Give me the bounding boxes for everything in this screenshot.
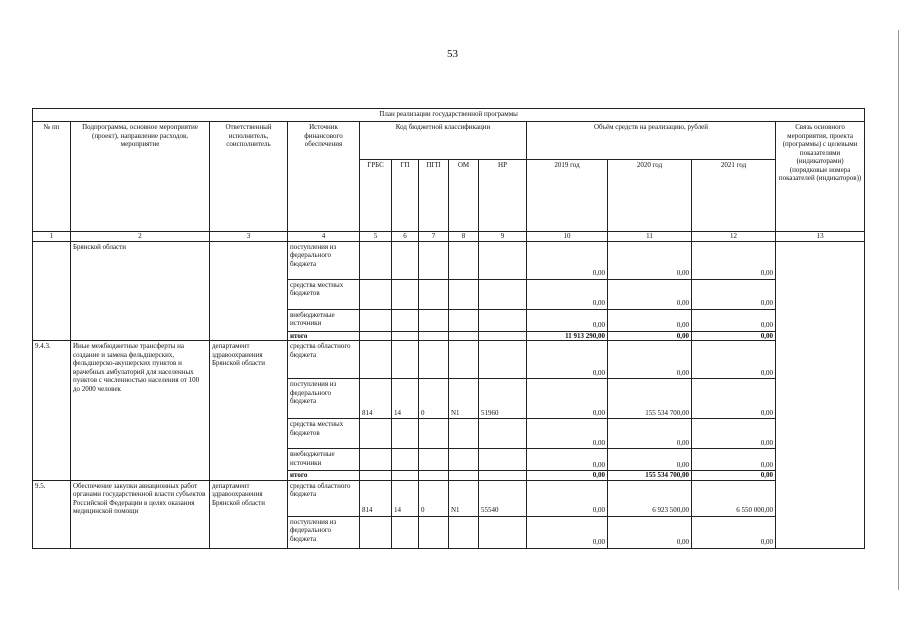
- code-om: [449, 516, 479, 548]
- header-grbs: ГРБС: [360, 160, 392, 232]
- amount-2019: 0,00: [527, 471, 608, 481]
- header-row-1: [33, 122, 865, 160]
- amount-2020: 0,00: [608, 331, 692, 341]
- code-nr: [479, 341, 527, 379]
- code-om: [449, 419, 479, 449]
- amount-2019: 11 913 290,00: [527, 331, 608, 341]
- activity-name: Брянской области: [71, 241, 210, 341]
- amount-2020: 0,00: [608, 241, 692, 279]
- column-number: 9: [479, 232, 527, 242]
- amount-2021: 0,00: [692, 516, 776, 548]
- header-executor: Ответственный исполнитель, соисполнитель: [210, 122, 288, 232]
- table-body: [33, 109, 865, 549]
- column-number: 7: [419, 232, 449, 242]
- code-nr: [479, 241, 527, 279]
- code-gp: [392, 516, 419, 548]
- table-title-row: [33, 109, 865, 122]
- header-om: ОМ: [449, 160, 479, 232]
- code-grbs: [360, 449, 392, 471]
- column-number: 5: [360, 232, 392, 242]
- code-om: [449, 449, 479, 471]
- table-title: План реализации государственной программы: [33, 109, 865, 122]
- funding-source: средства местных бюджетов: [288, 279, 360, 309]
- funding-source: внебюджетные источники: [288, 449, 360, 471]
- code-gp: [392, 471, 419, 481]
- amount-2021: 0,00: [692, 341, 776, 379]
- code-pgp: [419, 471, 449, 481]
- code-om: N1: [449, 379, 479, 419]
- amount-2019: 0,00: [527, 341, 608, 379]
- scan-edge-line: [898, 30, 899, 590]
- amount-2020: 155 534 700,00: [608, 379, 692, 419]
- funding-source: внебюджетные источники: [288, 309, 360, 331]
- amount-2019: 0,00: [527, 241, 608, 279]
- amount-2021: 0,00: [692, 331, 776, 341]
- code-pgp: [419, 309, 449, 331]
- column-number: 4: [288, 232, 360, 242]
- amount-2021: 0,00: [692, 471, 776, 481]
- code-om: N1: [449, 480, 479, 516]
- amount-2020: 0,00: [608, 419, 692, 449]
- amount-2021: 0,00: [692, 279, 776, 309]
- header-2021: 2021 год: [692, 160, 776, 232]
- code-nr: [479, 419, 527, 449]
- code-om: [449, 309, 479, 331]
- code-nr: 55540: [479, 480, 527, 516]
- code-nr: [479, 331, 527, 341]
- code-om: [449, 241, 479, 279]
- code-pgp: [419, 419, 449, 449]
- amount-2020: 6 923 500,00: [608, 480, 692, 516]
- code-om: [449, 471, 479, 481]
- amount-2019: 0,00: [527, 379, 608, 419]
- code-grbs: 814: [360, 379, 392, 419]
- column-number: 2: [71, 232, 210, 242]
- executor: департамент здравоохранения Брянской области: [210, 480, 288, 548]
- code-gp: [392, 331, 419, 341]
- code-grbs: [360, 471, 392, 481]
- funding-source: средства местных бюджетов: [288, 419, 360, 449]
- column-number-row: [33, 232, 865, 242]
- row-number: 9.5.: [33, 480, 71, 548]
- program-plan-table: [32, 108, 865, 549]
- code-gp: [392, 341, 419, 379]
- code-pgp: [419, 516, 449, 548]
- column-number: 12: [692, 232, 776, 242]
- funding-source: поступления из федерального бюджета: [288, 241, 360, 279]
- funding-source: итого: [288, 471, 360, 481]
- code-pgp: [419, 341, 449, 379]
- header-subprogram: Подпрограмма, основное мероприятие (проект), направление расходов, мероприятие: [71, 122, 210, 232]
- column-number: 11: [608, 232, 692, 242]
- code-grbs: [360, 309, 392, 331]
- code-grbs: [360, 341, 392, 379]
- code-om: [449, 341, 479, 379]
- code-grbs: [360, 516, 392, 548]
- code-gp: [392, 279, 419, 309]
- amount-2020: 0,00: [608, 449, 692, 471]
- amount-2020: 0,00: [608, 516, 692, 548]
- code-pgp: [419, 241, 449, 279]
- code-grbs: 814: [360, 480, 392, 516]
- amount-2021: 0,00: [692, 309, 776, 331]
- code-pgp: 0: [419, 480, 449, 516]
- amount-2021: 0,00: [692, 419, 776, 449]
- column-number: 6: [392, 232, 419, 242]
- table-row: [33, 480, 865, 516]
- amount-2019: 0,00: [527, 516, 608, 548]
- header-gp: ГП: [392, 160, 419, 232]
- executor: [210, 241, 288, 341]
- code-grbs: [360, 331, 392, 341]
- header-2019: 2019 год: [527, 160, 608, 232]
- code-gp: 14: [392, 379, 419, 419]
- header-pgp: ПГП: [419, 160, 449, 232]
- header-no: № пп: [33, 122, 71, 232]
- code-nr: [479, 471, 527, 481]
- funding-source: итого: [288, 331, 360, 341]
- code-grbs: [360, 241, 392, 279]
- code-pgp: [419, 331, 449, 341]
- header-link: Связь основного мероприятия, проекта (программы) с целевыми показателями (индикаторами) (порядковые номера показателей (индикаторов)): [776, 122, 865, 232]
- code-gp: [392, 419, 419, 449]
- activity-name: Обеспечение закупки авиационных работ органами государственной власти субъектов Российской Федерации в целях оказания медицинской помощи: [71, 480, 210, 548]
- amount-2019: 0,00: [527, 480, 608, 516]
- code-pgp: [419, 279, 449, 309]
- code-nr: [479, 279, 527, 309]
- header-nr: НР: [479, 160, 527, 232]
- code-pgp: 0: [419, 379, 449, 419]
- amount-2020: 0,00: [608, 309, 692, 331]
- code-gp: [392, 309, 419, 331]
- column-number: 3: [210, 232, 288, 242]
- amount-2020: 155 534 700,00: [608, 471, 692, 481]
- amount-2019: 0,00: [527, 309, 608, 331]
- column-number: 1: [33, 232, 71, 242]
- funding-source: поступления из федерального бюджета: [288, 379, 360, 419]
- code-nr: [479, 516, 527, 548]
- amount-2020: 0,00: [608, 279, 692, 309]
- indicator-link: [776, 241, 865, 548]
- amount-2021: 0,00: [692, 241, 776, 279]
- code-nr: 51960: [479, 379, 527, 419]
- amount-2019: 0,00: [527, 419, 608, 449]
- amount-2019: 0,00: [527, 449, 608, 471]
- activity-name: Иные межбюджетные трансферты на создание и замена фельдшерских, фельдшерско-акушерских пунктов и врачебных амбулаторий для населенных пунктов с численностью населения от 100 до 2000 человек: [71, 341, 210, 481]
- page-number: 53: [447, 48, 458, 60]
- column-number: 8: [449, 232, 479, 242]
- amount-2020: 0,00: [608, 341, 692, 379]
- header-source: Источник финансового обеспечения: [288, 122, 360, 232]
- funding-source: поступления из федерального бюджета: [288, 516, 360, 548]
- column-number: 10: [527, 232, 608, 242]
- header-budget-code: Код бюджетной классификации: [360, 122, 527, 160]
- row-number: [33, 241, 71, 341]
- code-gp: [392, 449, 419, 471]
- code-om: [449, 331, 479, 341]
- code-gp: [392, 241, 419, 279]
- code-pgp: [419, 449, 449, 471]
- code-grbs: [360, 279, 392, 309]
- amount-2021: 0,00: [692, 449, 776, 471]
- code-gp: 14: [392, 480, 419, 516]
- amount-2021: 0,00: [692, 379, 776, 419]
- table-row: [33, 341, 865, 379]
- table-row: [33, 241, 865, 279]
- funding-source: средства областного бюджета: [288, 341, 360, 379]
- code-grbs: [360, 419, 392, 449]
- column-number: 13: [776, 232, 865, 242]
- header-amount: Объём средств на реализацию, рублей: [527, 122, 776, 160]
- header-2020: 2020 год: [608, 160, 692, 232]
- code-nr: [479, 309, 527, 331]
- code-om: [449, 279, 479, 309]
- amount-2019: 0,00: [527, 279, 608, 309]
- row-number: 9.4.3.: [33, 341, 71, 481]
- funding-source: средства областного бюджета: [288, 480, 360, 516]
- code-nr: [479, 449, 527, 471]
- executor: департамент здравоохранения Брянской области: [210, 341, 288, 481]
- amount-2021: 6 550 000,00: [692, 480, 776, 516]
